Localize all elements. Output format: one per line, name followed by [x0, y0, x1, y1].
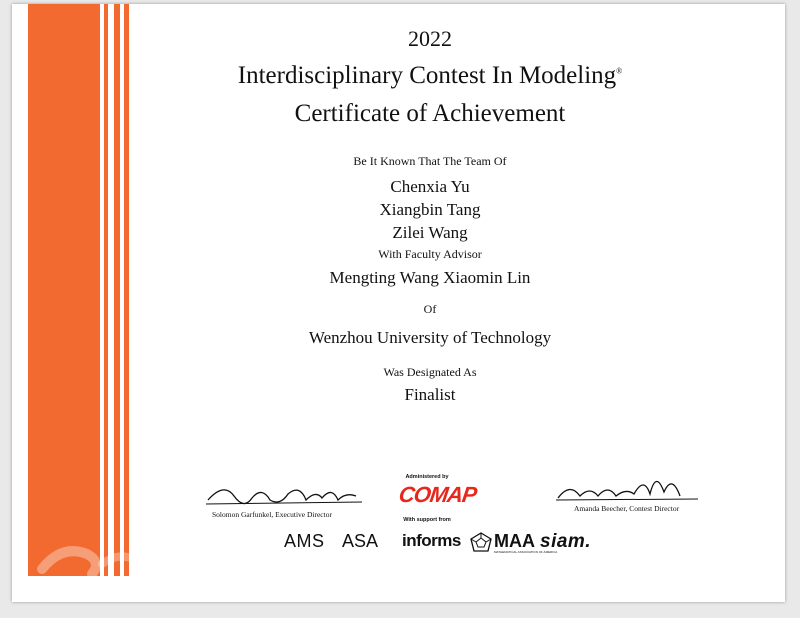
- institution-name: Wenzhou University of Technology: [308, 328, 552, 347]
- watermark-swoosh-icon: [32, 524, 152, 584]
- team-member: Xiangbin Tang: [379, 200, 481, 219]
- team-intro: Be It Known That The Team Of: [353, 154, 507, 168]
- support-label: With support from: [403, 517, 451, 523]
- contest-name: [100, 62, 760, 90]
- certificate-title: Certificate of Achievement: [294, 100, 566, 127]
- asa-logo: ASA: [342, 531, 379, 551]
- ams-logo: AMS: [284, 531, 325, 551]
- registered-mark: ®: [616, 66, 623, 76]
- maa-subtitle: MATHEMATICAL ASSOCIATION OF AMERICA: [494, 550, 558, 554]
- designation-intro: Was Designated As: [383, 365, 477, 379]
- certificate-year: 2022: [408, 26, 452, 51]
- informs-logo: informs: [402, 531, 461, 550]
- signature-beecher: [552, 466, 702, 506]
- siam-logo: siam.: [540, 531, 592, 552]
- advisor-intro: With Faculty Advisor: [378, 247, 482, 261]
- team-member: Chenxia Yu: [390, 177, 470, 196]
- designation-award: Finalist: [404, 385, 456, 404]
- team-member: Zilei Wang: [392, 223, 468, 242]
- comap-logo: COMAP: [397, 482, 478, 507]
- contest-name-text: Interdisciplinary Contest In Modeling: [237, 62, 617, 89]
- signature-garfunkel: [204, 476, 364, 510]
- maa-logo: MAA: [494, 531, 535, 551]
- administered-by-label: Administered by: [405, 474, 449, 480]
- of-label: Of: [423, 302, 437, 316]
- maa-polyhedron-icon: [470, 532, 492, 552]
- faculty-advisors: Mengting Wang Xiaomin Lin: [329, 268, 531, 287]
- certificate-page: [12, 4, 785, 602]
- orange-band-wide: [28, 4, 100, 576]
- signature-caption-right: Amanda Beecher, Contest Director: [574, 504, 680, 513]
- signature-caption-left: Solomon Garfunkel, Executive Director: [212, 510, 332, 519]
